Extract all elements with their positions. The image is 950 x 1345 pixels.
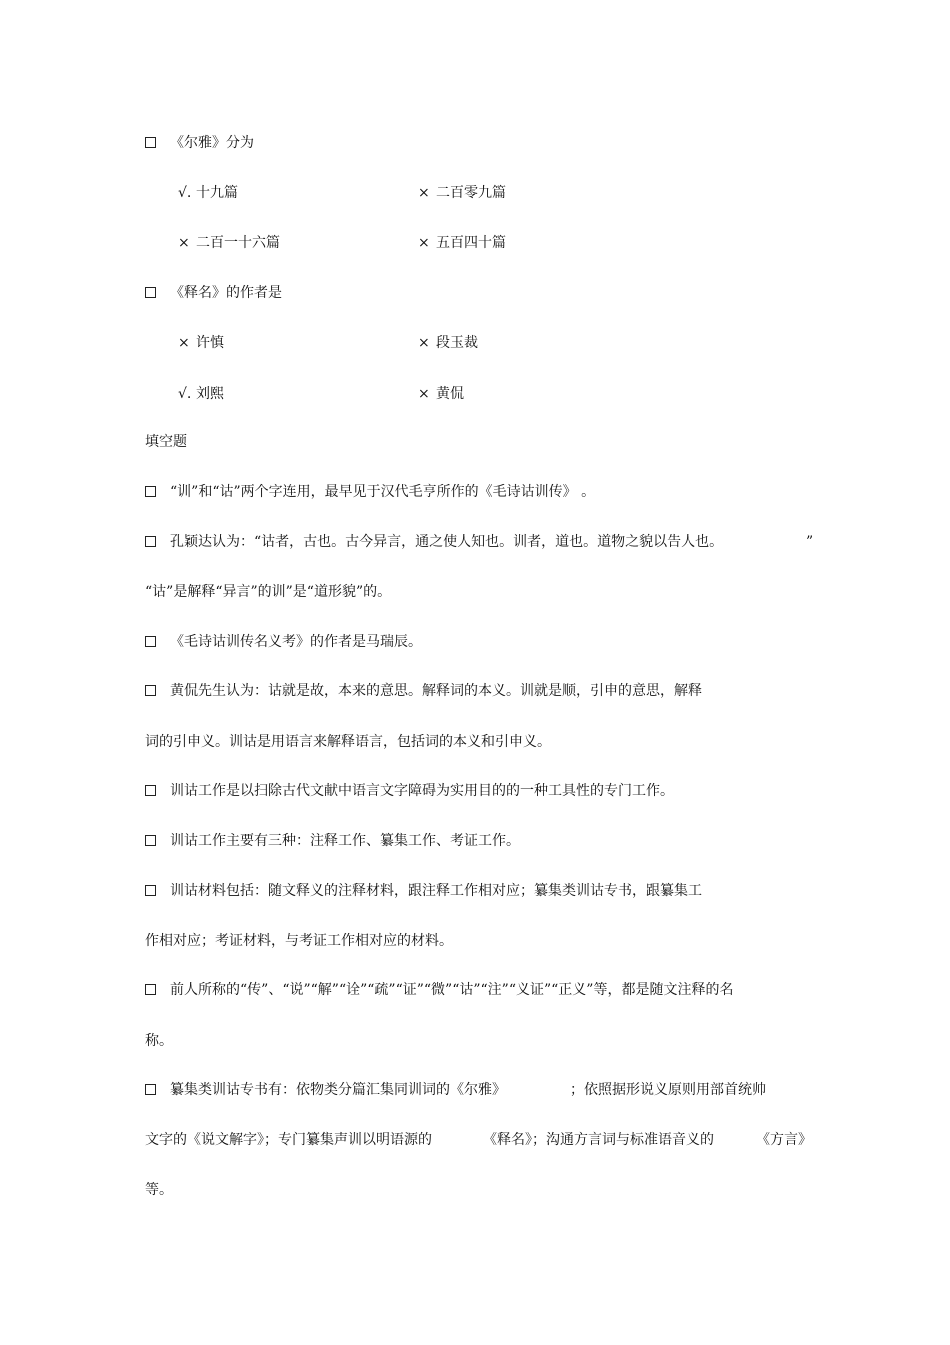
cross-mark-icon: ×	[418, 185, 430, 201]
option-1d	[418, 233, 506, 253]
option-2b	[418, 333, 478, 353]
fill-text-cont: “诂”是解释“异言”的训”是“道形貌”的。	[145, 584, 392, 600]
fill-text: 黄侃先生认为：诂就是故，本来的意思。解释词的本义。训就是顺，引申的意思，解释	[170, 683, 702, 699]
fill-text-cont: 等。	[145, 1182, 173, 1198]
question-stem: 《尔雅》分为	[170, 135, 254, 151]
checkbox-icon	[145, 536, 156, 547]
checkbox-icon	[145, 636, 156, 647]
fill-item-4	[145, 681, 702, 701]
fill-text: 前人所称的“传”、“说”“解”“诠”“疏”“证”“微”“诂”“注”“义证”“正义”等，都是随文注释的名	[170, 982, 734, 998]
option-1b	[418, 183, 506, 203]
fill-text-segment: ；依照据形说义原则用部首统帅	[570, 1082, 766, 1098]
question-2	[145, 283, 282, 303]
fill-text-segment: 《释名》；沟通方言词与标准语音义的	[483, 1132, 714, 1148]
checkbox-icon	[145, 1084, 156, 1095]
option-text: 五百四十篇	[436, 235, 506, 251]
cross-mark-icon: ×	[418, 335, 430, 351]
check-mark-icon: √.	[178, 185, 192, 201]
fill-text-quote: ”	[806, 534, 814, 550]
option-text: 许慎	[196, 335, 224, 351]
fill-text-cont: 词的引申义。训诂是用语言来解释语言，包括词的本义和引申义。	[145, 734, 551, 750]
option-2d	[418, 384, 464, 404]
question-stem: 《释名》的作者是	[170, 285, 282, 301]
option-text: 十九篇	[196, 185, 238, 201]
cross-mark-icon: ×	[418, 235, 430, 251]
cross-mark-icon: ×	[418, 386, 430, 402]
fill-text-cont: 作相对应；考证材料，与考证工作相对应的材料。	[145, 933, 453, 949]
fill-text: 训诂材料包括：随文释义的注释材料，跟注释工作相对应；纂集类训诂专书，跟纂集工	[170, 883, 702, 899]
cross-mark-icon: ×	[178, 235, 190, 251]
cross-mark-icon: ×	[178, 335, 190, 351]
fill-item-6	[145, 831, 520, 851]
option-1a	[178, 183, 238, 203]
check-mark-icon: √.	[178, 386, 192, 402]
fill-text-segment: 文字的《说文解字》；专门纂集声训以明语源的	[145, 1132, 432, 1148]
fill-text: 训诂工作主要有三种：注释工作、纂集工作、考证工作。	[170, 833, 520, 849]
checkbox-icon	[145, 685, 156, 696]
fill-text: 纂集类训诂专书有：依物类分篇汇集同训词的《尔雅》	[170, 1082, 506, 1098]
option-text: 刘熙	[196, 386, 224, 402]
fill-text-cont: 称。	[145, 1033, 173, 1049]
option-2a	[178, 333, 224, 353]
checkbox-icon	[145, 287, 156, 298]
checkbox-icon	[145, 984, 156, 995]
fill-item-5	[145, 781, 674, 801]
fill-item-2	[145, 532, 723, 552]
section-title: 填空题	[145, 434, 187, 450]
fill-item-7	[145, 881, 702, 901]
fill-item-3	[145, 632, 422, 652]
checkbox-icon	[145, 885, 156, 896]
checkbox-icon	[145, 137, 156, 148]
fill-text: 训诂工作是以扫除古代文献中语言文字障碍为实用目的的一种工具性的专门工作。	[170, 783, 674, 799]
fill-item-9	[145, 1080, 506, 1100]
option-text: 段玉裁	[436, 335, 478, 351]
checkbox-icon	[145, 835, 156, 846]
question-1	[145, 133, 254, 153]
fill-item-8	[145, 980, 733, 1000]
option-text: 二百一十六篇	[196, 235, 280, 251]
checkbox-icon	[145, 486, 156, 497]
checkbox-icon	[145, 785, 156, 796]
fill-text: 孔颖达认为：“诂者，古也。古今异言，通之使人知也。训者，道也。道物之貌以告人也。	[170, 534, 724, 550]
fill-text: 《毛诗诂训传名义考》的作者是马瑞辰。	[170, 634, 422, 650]
fill-text-segment: 《方言》	[756, 1132, 812, 1148]
option-text: 黄侃	[436, 386, 464, 402]
option-1c	[178, 233, 280, 253]
fill-item-1	[145, 482, 595, 502]
option-text: 二百零九篇	[436, 185, 506, 201]
fill-text: “训”和“诂”两个字连用，最早见于汉代毛亨所作的《毛诗诂训传》 。	[170, 484, 596, 500]
option-2c	[178, 384, 224, 404]
